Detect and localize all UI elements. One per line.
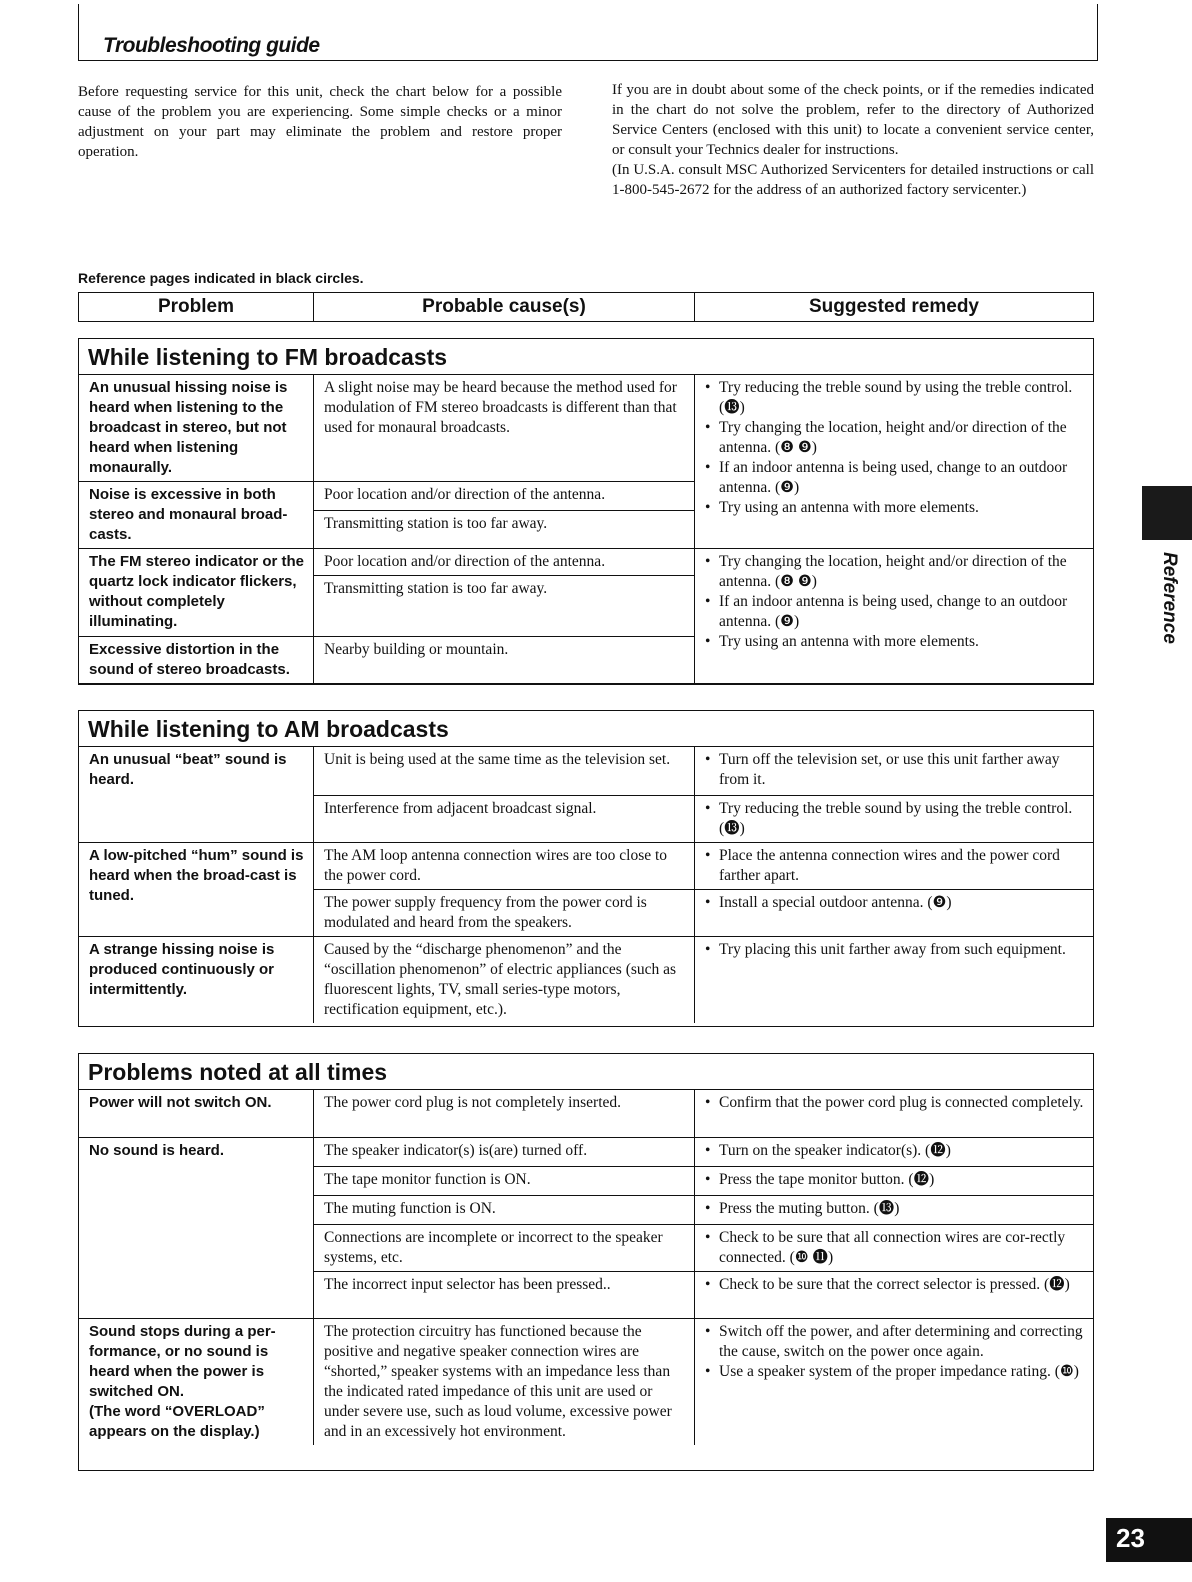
intro-right-p1: If you are in doubt about some of the check points, or if the remedies indicated in the chart do not solve the problem, refer to the directory of Authorized Service Centers (enclosed with this unit) to locate a convenient service center, or consult your Technics dealer for instructions. [612,82,1094,158]
remedy-cell [695,1225,1094,1272]
table-row [79,843,1093,890]
table-row [79,549,1093,576]
remedy-item: • Place the antenna connection wires and the power cord farther apart. [705,846,1085,886]
section-fm [78,338,1094,685]
remedy-item: • If an indoor antenna is being used, change to an outdoor antenna. (❾) [705,592,1085,632]
remedy-item: • Turn on the speaker indicator(s). (⓬) [705,1141,1085,1161]
problem-cell: A low-pitched “hum” sound is heard when the broad-cast is tuned. [79,843,314,937]
cause-cell: Nearby building or mountain. [314,637,695,684]
cause-cell: The AM loop antenna connection wires are too close to the power cord. [314,843,695,890]
remedy-cell [695,1319,1094,1446]
table-row [79,375,1093,482]
cause-cell: Connections are incomplete or incorrect to the speaker systems, etc. [314,1225,695,1272]
table-row [79,1319,1093,1446]
intro-right-p2: (In U.S.A. consult MSC Authorized Servicenters for detailed instructions or call 1-800-545-2672 for the address of an authorized factory servicenter.) [612,162,1094,198]
remedy-cell [695,1138,1094,1167]
table-row [79,1138,1093,1167]
cause-cell: Transmitting station is too far away. [314,511,695,549]
cause-cell: Interference from adjacent broadcast signal. [314,796,695,843]
reference-note: Reference pages indicated in black circles. [78,270,364,286]
remedy-item: • Turn off the television set, or use this unit farther away from it. [705,750,1085,790]
col-problem: Problem [79,293,314,321]
cause-cell: Caused by the “discharge phenomenon” and the “oscillation phenomenon” of electric appliances (such as fluorescent lights, TV, small series-type motors, rectification equipment, etc.). [314,937,695,1024]
cause-cell: Unit is being used at the same time as the television set. [314,747,695,796]
remedy-item: • Switch off the power, and after determining and correcting the cause, switch on the power once again. [705,1322,1085,1362]
remedy-item: • Install a special outdoor antenna. (❾) [705,893,1085,913]
page-title: Troubleshooting guide [103,34,320,57]
table-row [79,747,1093,796]
remedy-cell [695,1196,1094,1225]
intro-left: Before requesting service for this unit, check the chart below for a possible cause of the problem you are experiencing. Some simple checks or a minor adjustment on your part may eliminate the problem and restore proper operation. [78,84,562,160]
section-title-am: While listening to AM broadcasts [79,711,1093,747]
fm-table [79,375,1093,684]
intro-right [612,80,1094,200]
remedy-cell [695,375,1094,549]
section-all-times [78,1053,1094,1471]
problem-cell: A strange hissing noise is produced continuously or intermittently. [79,937,314,1024]
remedy-item: • Check to be sure that the correct selector is pressed. (⓬) [705,1275,1085,1295]
am-table [79,747,1093,1023]
cause-cell: The protection circuitry has functioned because the positive and negative speaker connection wires are “shorted,” speaker systems with an impedance less than the indicated rated impedance of this unit are used or under severe use, such as loud volume, excessive power and in an excessively hot environment. [314,1319,695,1446]
remedy-cell [695,796,1094,843]
col-remedy: Suggested remedy [809,296,979,317]
cause-cell: The tape monitor function is ON. [314,1167,695,1196]
table-row [79,1090,1093,1138]
section-title-fm: While listening to FM broadcasts [79,339,1093,375]
remedy-item: • If an indoor antenna is being used, change to an outdoor antenna. (❾) [705,458,1085,498]
remedy-cell [695,1090,1094,1138]
problem-cell: No sound is heard. [79,1138,314,1319]
cause-cell: A slight noise may be heard because the method used for modulation of FM stereo broadcasts is different than that used for monaural broadcasts. [314,375,695,482]
problem-note: (The word “OVERLOAD” appears on the display.) [89,1403,265,1440]
cause-cell: Transmitting station is too far away. [314,576,695,637]
side-tab-marker [1142,486,1192,540]
remedy-item: • Try using an antenna with more elements. [705,632,1085,652]
cause-cell: Poor location and/or direction of the antenna. [314,549,695,576]
remedy-cell [695,890,1094,937]
remedy-item: • Check to be sure that all connection wires are cor-rectly connected. (❿ ⓫) [705,1228,1085,1268]
cause-cell: The speaker indicator(s) is(are) turned off. [314,1138,695,1167]
remedy-item: • Confirm that the power cord plug is connected completely. [705,1093,1085,1113]
remedy-cell [695,1167,1094,1196]
problem-cell: Excessive distortion in the sound of stereo broadcasts. [79,637,314,684]
problem-cell: An unusual hissing noise is heard when listening to the broadcast in stereo, but not heard when listening monaurally. [79,375,314,482]
problem-cell: The FM stereo indicator or the quartz lock indicator flickers, without completely illuminating. [79,549,314,637]
remedy-cell [695,747,1094,796]
title-frame [78,4,1098,61]
cause-cell: The muting function is ON. [314,1196,695,1225]
cause-cell: The incorrect input selector has been pressed.. [314,1272,695,1319]
remedy-cell [695,549,1094,684]
all-table [79,1090,1093,1445]
side-tab-label: Reference [1159,552,1180,644]
remedy-item: • Use a speaker system of the proper impedance rating. (❿) [705,1362,1085,1382]
problem-cell [79,1319,314,1446]
remedy-item: • Try placing this unit farther away from such equipment. [705,940,1085,960]
remedy-item: • Try reducing the treble sound by using the treble control. (⓭) [705,799,1085,839]
problem-text: Sound stops during a per-formance, or no sound is heard when the power is switched ON. [89,1323,276,1400]
section-title-all: Problems noted at all times [79,1054,1093,1090]
cause-cell: Poor location and/or direction of the antenna. [314,482,695,511]
remedy-cell [695,937,1094,1024]
page-number: 23 [1116,1523,1145,1553]
problem-cell: Power will not switch ON. [79,1090,314,1138]
remedy-item: • Press the muting button. (⓭) [705,1199,1085,1219]
remedy-item: • Try using an antenna with more elements. [705,498,1085,518]
page-number-box [1106,1518,1192,1562]
remedy-item: • Try changing the location, height and/or direction of the antenna. (❽ ❾) [705,552,1085,592]
column-header [78,292,1094,322]
problem-cell: An unusual “beat” sound is heard. [79,747,314,843]
cause-cell: The power cord plug is not completely inserted. [314,1090,695,1138]
remedy-cell [695,843,1094,890]
remedy-item: • Try reducing the treble sound by using the treble control. (⓭) [705,378,1085,418]
cause-cell: The power supply frequency from the power cord is modulated and heard from the speakers. [314,890,695,937]
remedy-item: • Try changing the location, height and/or direction of the antenna. (❽ ❾) [705,418,1085,458]
table-row [79,937,1093,1024]
problem-cell: Noise is excessive in both stereo and monaural broad-casts. [79,482,314,549]
col-cause: Probable cause(s) [314,293,695,321]
section-am [78,710,1094,1027]
remedy-item: • Press the tape monitor button. (⓬) [705,1170,1085,1190]
remedy-cell [695,1272,1094,1319]
